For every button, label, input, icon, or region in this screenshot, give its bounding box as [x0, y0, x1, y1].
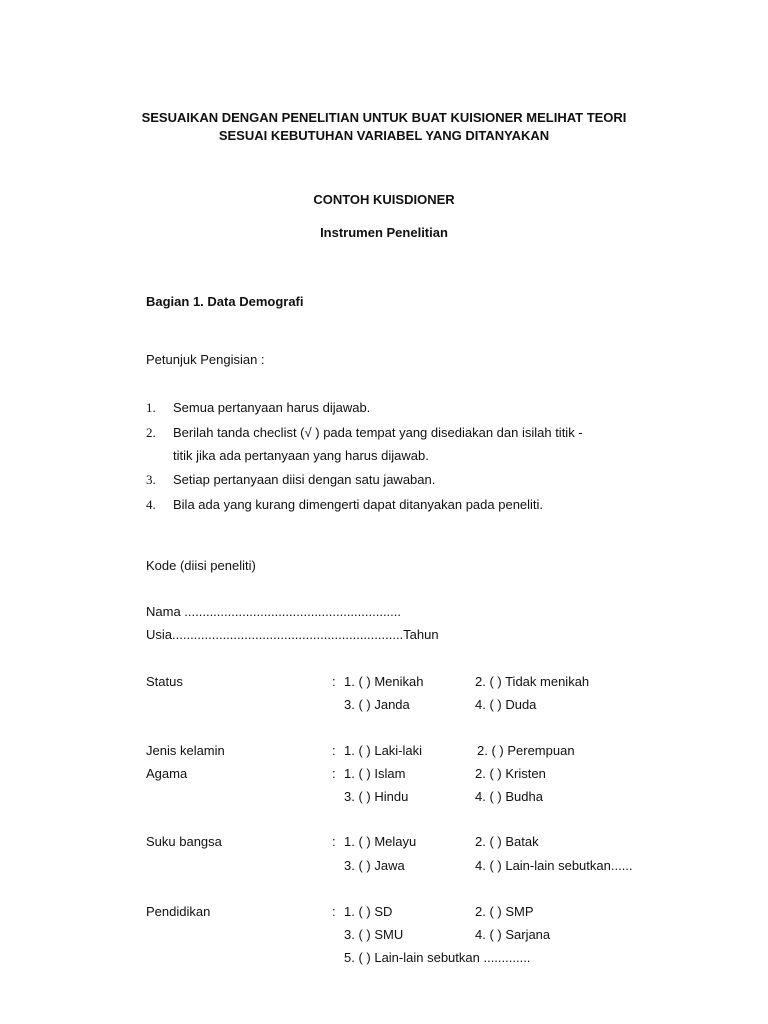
header-line-2: SESUAI KEBUTUHAN VARIABEL YANG DITANYAKAN: [218, 128, 550, 143]
pendidikan-option-smu[interactable]: 3. ( ) SMU: [344, 927, 404, 942]
jenis-kelamin-colon: :: [332, 743, 336, 758]
jenis-kelamin-option-perempuan[interactable]: 2. ( ) Perempuan: [477, 743, 575, 758]
suku-bangsa-colon: :: [332, 834, 336, 849]
instruction-text: Semua pertanyaan harus dijawab.: [173, 400, 371, 415]
usia-field[interactable]: Usia................................................................Tahun: [146, 627, 439, 642]
nama-field[interactable]: Nama ............................................................: [146, 604, 401, 619]
instruction-text: Bila ada yang kurang dimengerti dapat ditanyakan pada peneliti.: [173, 497, 544, 512]
instructions-heading: Petunjuk Pengisian :: [146, 352, 265, 367]
pendidikan-option-lain-lain[interactable]: 5. ( ) Lain-lain sebutkan .............: [344, 950, 531, 965]
instruction-text: Berilah tanda checlist (√ ) pada tempat yang disediakan dan isilah titik -: [173, 425, 583, 440]
agama-option-kristen[interactable]: 2. ( ) Kristen: [475, 766, 546, 781]
header-line-1: SESUAIKAN DENGAN PENELITIAN UNTUK BUAT KUISIONER MELIHAT TEORI: [141, 110, 627, 125]
suku-bangsa-label: Suku bangsa: [146, 834, 222, 849]
document-subtitle: Instrumen Penelitian: [320, 225, 448, 240]
status-option-menikah[interactable]: 1. ( ) Menikah: [344, 674, 424, 689]
agama-option-hindu[interactable]: 3. ( ) Hindu: [344, 789, 409, 804]
status-option-duda[interactable]: 4. ( ) Duda: [475, 697, 537, 712]
pendidikan-option-sarjana[interactable]: 4. ( ) Sarjana: [475, 927, 551, 942]
jenis-kelamin-label: Jenis kelamin: [146, 743, 225, 758]
suku-bangsa-option-jawa[interactable]: 3. ( ) Jawa: [344, 858, 405, 873]
instruction-text-continued: titik jika ada pertanyaan yang harus dijawab.: [173, 448, 429, 463]
document-title: CONTOH KUISDIONER: [313, 192, 455, 207]
agama-option-islam[interactable]: 1. ( ) Islam: [344, 766, 406, 781]
suku-bangsa-option-batak[interactable]: 2. ( ) Batak: [475, 834, 539, 849]
pendidikan-label: Pendidikan: [146, 904, 211, 919]
instruction-number: 2.: [146, 425, 156, 440]
instruction-number: 1.: [146, 400, 156, 415]
status-option-janda[interactable]: 3. ( ) Janda: [344, 697, 410, 712]
kode-label: Kode (diisi peneliti): [146, 558, 256, 573]
instruction-text: Setiap pertanyaan diisi dengan satu jawaban.: [173, 472, 436, 487]
pendidikan-colon: :: [332, 904, 336, 919]
status-option-tidak-menikah[interactable]: 2. ( ) Tidak menikah: [475, 674, 590, 689]
status-label: Status: [146, 674, 183, 689]
instruction-number: 3.: [146, 472, 156, 487]
instruction-number: 4.: [146, 497, 156, 512]
status-colon: :: [332, 674, 336, 689]
pendidikan-option-sd[interactable]: 1. ( ) SD: [344, 904, 393, 919]
suku-bangsa-option-lain-lain[interactable]: 4. ( ) Lain-lain sebutkan......: [475, 858, 633, 873]
agama-label: Agama: [146, 766, 188, 781]
section-heading: Bagian 1. Data Demografi: [146, 294, 304, 309]
agama-option-budha[interactable]: 4. ( ) Budha: [475, 789, 543, 804]
pendidikan-option-smp[interactable]: 2. ( ) SMP: [475, 904, 534, 919]
suku-bangsa-option-melayu[interactable]: 1. ( ) Melayu: [344, 834, 417, 849]
agama-colon: :: [332, 766, 336, 781]
jenis-kelamin-option-laki-laki[interactable]: 1. ( ) Laki-laki: [344, 743, 423, 758]
